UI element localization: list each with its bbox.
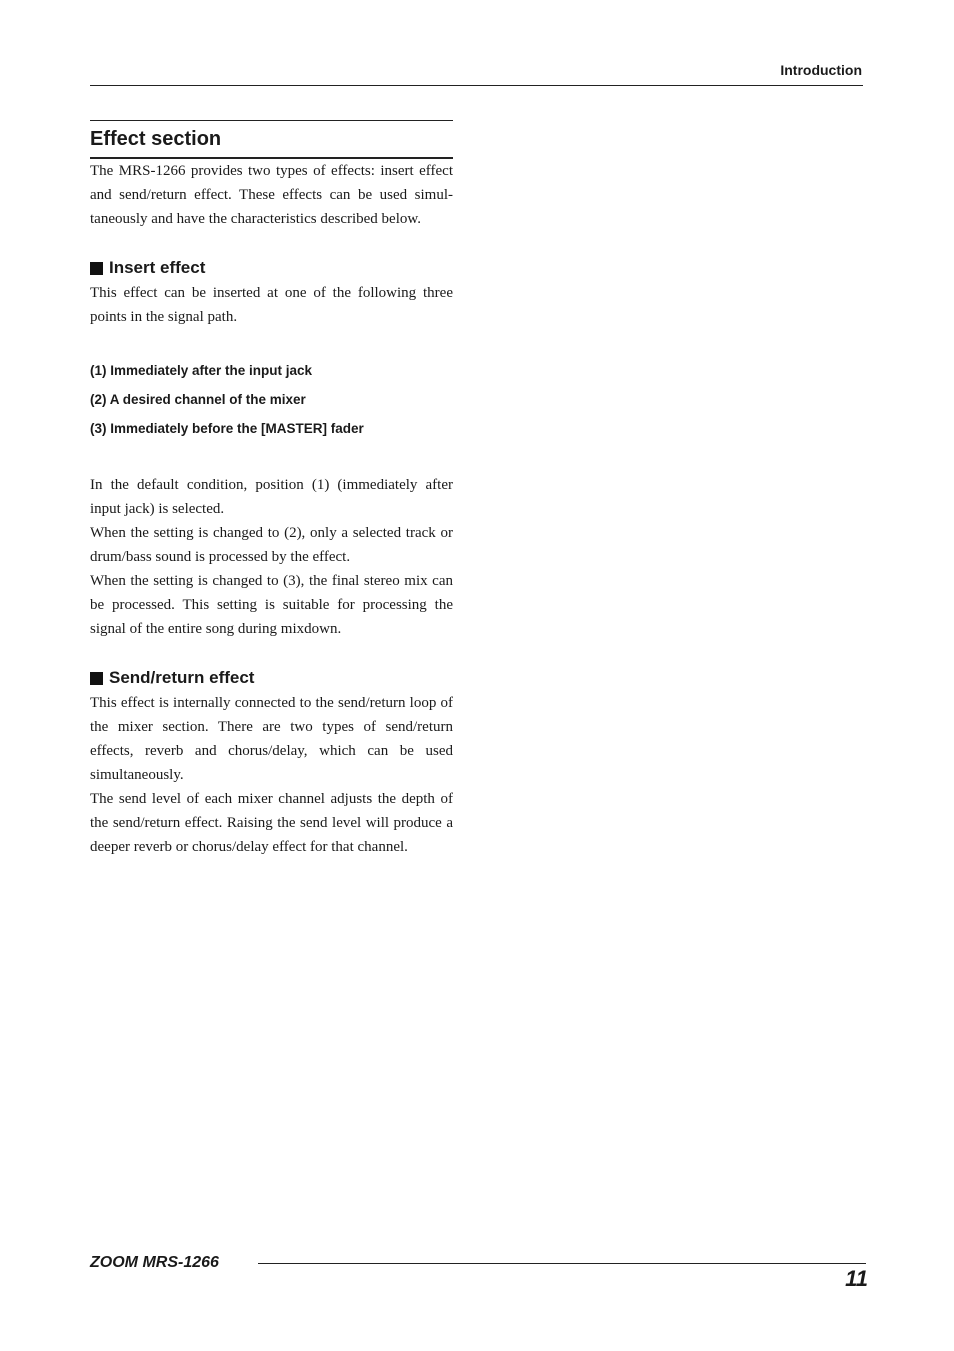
paragraph: When the setting is changed to (2), only a selected track or drum/bass sound is processed by the effect.: [90, 525, 453, 565]
section-title-box: [90, 120, 453, 159]
insert-effect-heading: [90, 257, 453, 279]
send-return-heading-text: Send/return effect: [109, 668, 255, 687]
send-return-heading: [90, 667, 453, 689]
insert-points-list: [90, 356, 453, 443]
section-title: Effect section: [90, 128, 222, 150]
footer-rule: [258, 1263, 866, 1264]
insert-effect-body: [90, 473, 453, 641]
content-column: [90, 120, 453, 859]
footer-model: ZOOM MRS-1266: [90, 1254, 219, 1271]
paragraph: The send level of each mixer channel adjusts the depth of the send/return effect. Raising the send level will produce a deeper reverb or chorus/delay effect for that channel.: [90, 791, 453, 855]
paragraph: When the setting is changed to (3), the final stereo mix can be processed. This setting is suitable for processing the signal of the entire song during mixdown.: [90, 573, 453, 637]
page-number: 11: [845, 1266, 868, 1291]
insert-effect-heading-text: Insert effect: [109, 258, 206, 277]
square-bullet-icon: [90, 672, 103, 685]
list-item: (2) A desired channel of the mixer: [90, 392, 306, 407]
running-header: Introduction: [780, 62, 862, 78]
section-intro: The MRS-1266 provides two types of effects: insert effect and send/return effect. These effects can be used simul-taneously and have the characteristics described below.: [90, 163, 453, 227]
list-item: (1) Immediately after the input jack: [90, 363, 313, 378]
send-return-body: [90, 691, 453, 859]
list-item: (3) Immediately before the [MASTER] fader: [90, 421, 364, 436]
header-rule: [90, 85, 863, 86]
square-bullet-icon: [90, 262, 103, 275]
paragraph: In the default condition, position (1) (immediately after input jack) is selected.: [90, 477, 453, 517]
paragraph: This effect is internally connected to the send/return loop of the mixer section. There are two types of send/return effects, reverb and chorus/delay, which can be used simultaneously.: [90, 695, 453, 783]
insert-effect-intro: This effect can be inserted at one of the following three points in the signal path.: [90, 285, 453, 325]
